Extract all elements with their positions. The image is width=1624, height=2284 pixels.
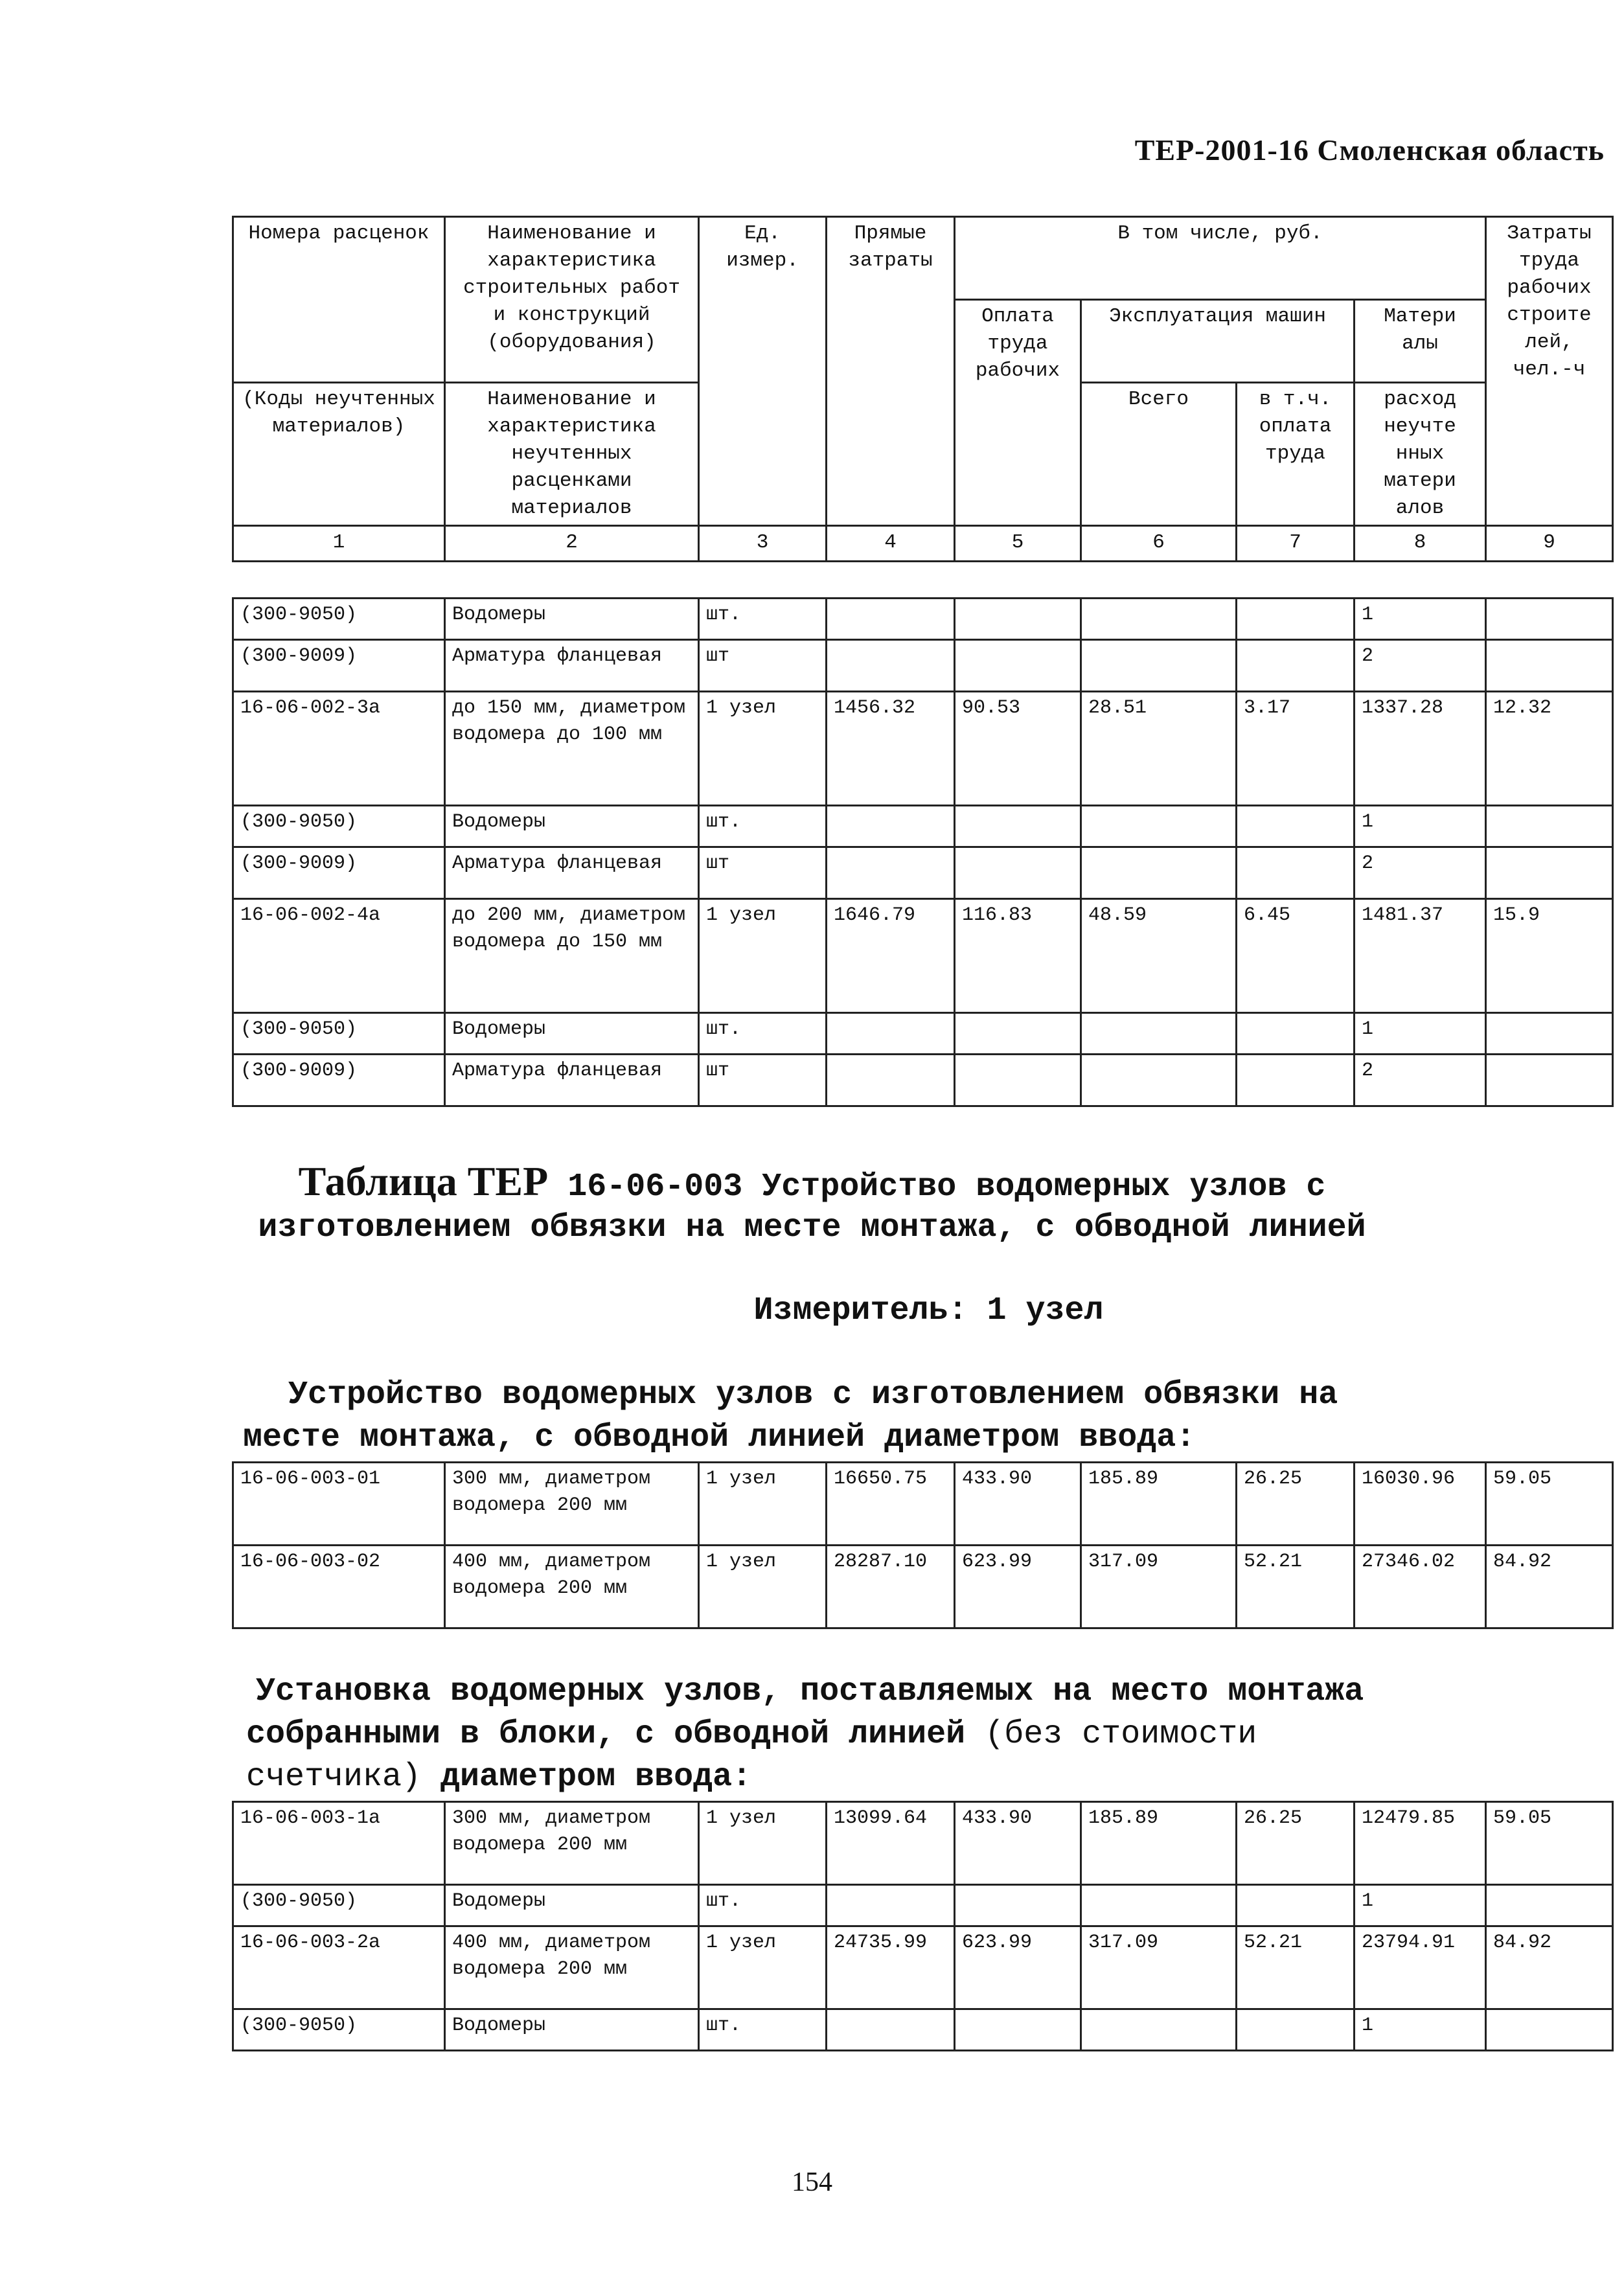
table-cell: 317.09 bbox=[1081, 1546, 1237, 1628]
table-cell: (300-9050) bbox=[233, 599, 445, 640]
table-cell: 6.45 bbox=[1237, 899, 1355, 1013]
table-cell bbox=[1486, 1055, 1613, 1106]
table-code: 16-06-003 bbox=[567, 1169, 743, 1205]
table-cell: 1 bbox=[1355, 1885, 1486, 1926]
table-cell: 1481.37 bbox=[1355, 899, 1486, 1013]
table-cell bbox=[1081, 2009, 1237, 2051]
table-cell: 1 узел bbox=[699, 1546, 827, 1628]
col-codes-spacer bbox=[233, 300, 445, 383]
table-cell: (300-9009) bbox=[233, 1055, 445, 1106]
rates-table-16-06-002 bbox=[232, 597, 1614, 1107]
table-cell: Арматура фланцевая bbox=[445, 847, 699, 899]
table-cell bbox=[955, 599, 1081, 640]
table-cell: 59.05 bbox=[1486, 1463, 1613, 1546]
table-cell bbox=[1486, 847, 1613, 899]
table-cell bbox=[827, 1055, 955, 1106]
table-cell: (300-9009) bbox=[233, 640, 445, 692]
column-number: 9 bbox=[1486, 526, 1613, 562]
table-cell bbox=[955, 847, 1081, 899]
table-cell: 1 узел bbox=[699, 1926, 827, 2009]
table-cell: 300 мм, диаметром водомера 200 мм bbox=[445, 1802, 699, 1885]
rates-table-16-06-003-b bbox=[232, 1801, 1614, 2051]
table-cell bbox=[1237, 1885, 1355, 1926]
table-cell: 90.53 bbox=[955, 692, 1081, 806]
table-cell bbox=[827, 599, 955, 640]
table-cell: 16-06-003-2а bbox=[233, 1926, 445, 2009]
table-cell: шт. bbox=[699, 599, 827, 640]
subhead-assembled-blocks-line2 bbox=[246, 1713, 1613, 1757]
table-cell bbox=[1237, 640, 1355, 692]
table-cell: 28287.10 bbox=[827, 1546, 955, 1628]
table-cell: Арматура фланцевая bbox=[445, 1055, 699, 1106]
rates-table-16-06-003-a bbox=[232, 1461, 1614, 1629]
table-cell: 1 узел bbox=[699, 1802, 827, 1885]
subhead-assembled-blocks-line3 bbox=[246, 1755, 1613, 1799]
table-row bbox=[233, 806, 1613, 847]
column-number: 8 bbox=[1355, 526, 1486, 562]
subhead-line-bold: собранными в блоки, с обводной линией bbox=[246, 1716, 966, 1753]
table-cell: (300-9050) bbox=[233, 1885, 445, 1926]
table-cell: 28.51 bbox=[1081, 692, 1237, 806]
subhead-assembled-blocks bbox=[256, 1670, 1623, 1714]
table-title-line1: Устройство водомерных узлов с bbox=[762, 1169, 1326, 1205]
subhead-line-bold: диаметром ввода: bbox=[421, 1759, 752, 1796]
col-materials-consumption-header: расход неучте нных матери алов bbox=[1355, 383, 1486, 526]
col-labor-hours-header: Затраты труда рабочих строите лей, чел.-ч bbox=[1486, 217, 1613, 526]
table-cell: Водомеры bbox=[445, 1885, 699, 1926]
table-cell: 433.90 bbox=[955, 1463, 1081, 1546]
table-cell: 16-06-002-4а bbox=[233, 899, 445, 1013]
table-cell: Водомеры bbox=[445, 2009, 699, 2051]
column-number: 2 bbox=[445, 526, 699, 562]
col-machines-header: Эксплуатация машин bbox=[1081, 300, 1355, 383]
table-cell: 12479.85 bbox=[1355, 1802, 1486, 1885]
table-cell: (300-9050) bbox=[233, 2009, 445, 2051]
col-material-codes-header: (Коды неучтенных материалов) bbox=[233, 383, 445, 526]
table-cell bbox=[1486, 1885, 1613, 1926]
table-cell bbox=[955, 806, 1081, 847]
table-title bbox=[0, 1159, 1624, 1209]
subhead-line: Устройство водомерных узлов с изготовлением обвязки на bbox=[288, 1376, 1338, 1413]
table-cell bbox=[1237, 847, 1355, 899]
table-cell: 26.25 bbox=[1237, 1463, 1355, 1546]
table-cell: 12.32 bbox=[1486, 692, 1613, 806]
table-row bbox=[233, 847, 1613, 899]
table-cell: 317.09 bbox=[1081, 1926, 1237, 2009]
col-unit-header: Ед. измер. bbox=[699, 217, 827, 526]
table-cell: 16-06-003-01 bbox=[233, 1463, 445, 1546]
table-cell bbox=[1486, 640, 1613, 692]
table-cell: 1 узел bbox=[699, 1463, 827, 1546]
table-cell: 623.99 bbox=[955, 1546, 1081, 1628]
table-cell: 300 мм, диаметром водомера 200 мм bbox=[445, 1463, 699, 1546]
table-cell bbox=[1081, 1055, 1237, 1106]
table-cell bbox=[827, 1885, 955, 1926]
table-cell: 1 bbox=[1355, 1013, 1486, 1055]
table-cell: 1 bbox=[1355, 599, 1486, 640]
table-row bbox=[233, 2009, 1613, 2051]
table-cell: шт bbox=[699, 847, 827, 899]
table-cell: 2 bbox=[1355, 847, 1486, 899]
table-cell: 84.92 bbox=[1486, 1546, 1613, 1628]
col-material-names-header: Наименование и характеристика неучтенных расценками материалов bbox=[445, 383, 699, 526]
table-cell: (300-9050) bbox=[233, 806, 445, 847]
table-cell bbox=[1237, 2009, 1355, 2051]
table-cell: 1 bbox=[1355, 806, 1486, 847]
col-materials-header: Матери алы bbox=[1355, 300, 1486, 383]
table-cell: 400 мм, диаметром водомера 200 мм bbox=[445, 1546, 699, 1628]
table-cell: Арматура фланцевая bbox=[445, 640, 699, 692]
table-cell bbox=[1486, 1013, 1613, 1055]
table-row bbox=[233, 599, 1613, 640]
table-cell bbox=[955, 2009, 1081, 2051]
column-number: 6 bbox=[1081, 526, 1237, 562]
table-cell: 52.21 bbox=[1237, 1546, 1355, 1628]
table-row bbox=[233, 1885, 1613, 1926]
col-machinists-wages-header: в т.ч. оплата труда bbox=[1237, 383, 1355, 526]
table-cell bbox=[1237, 1055, 1355, 1106]
table-cell: 1456.32 bbox=[827, 692, 955, 806]
meter: Измеритель: 1 узел bbox=[753, 1292, 1104, 1329]
table-row bbox=[233, 692, 1613, 806]
table-cell: шт bbox=[699, 1055, 827, 1106]
table-cell bbox=[827, 847, 955, 899]
table-cell: до 150 мм, диаметром водомера до 100 мм bbox=[445, 692, 699, 806]
table-cell bbox=[955, 1885, 1081, 1926]
col-name-header: Наименование и характеристика строительных работ и конструкций (оборудования) bbox=[445, 217, 699, 383]
table-cell: 48.59 bbox=[1081, 899, 1237, 1013]
page-number: 154 bbox=[792, 2167, 832, 2197]
table-cell bbox=[1081, 640, 1237, 692]
table-cell: шт. bbox=[699, 1885, 827, 1926]
table-cell: шт. bbox=[699, 1013, 827, 1055]
table-row bbox=[233, 1013, 1613, 1055]
table-cell bbox=[955, 1013, 1081, 1055]
table-cell: шт bbox=[699, 640, 827, 692]
table-cell bbox=[1486, 2009, 1613, 2051]
subhead-installation-line2 bbox=[243, 1416, 1610, 1460]
table-cell: Водомеры bbox=[445, 1013, 699, 1055]
table-cell: 23794.91 bbox=[1355, 1926, 1486, 2009]
table-cell bbox=[955, 640, 1081, 692]
table-row bbox=[233, 1055, 1613, 1106]
table-cell: шт. bbox=[699, 2009, 827, 2051]
table-cell bbox=[1486, 806, 1613, 847]
table-cell: 1337.28 bbox=[1355, 692, 1486, 806]
table-cell: 185.89 bbox=[1081, 1463, 1237, 1546]
table-cell: 185.89 bbox=[1081, 1802, 1237, 1885]
table-cell bbox=[827, 806, 955, 847]
col-codes-header: Номера расценок bbox=[233, 217, 445, 300]
table-cell: 2 bbox=[1355, 1055, 1486, 1106]
table-cell bbox=[1081, 599, 1237, 640]
column-number: 3 bbox=[699, 526, 827, 562]
col-wages-header: Оплата труда рабочих bbox=[955, 300, 1081, 526]
table-cell bbox=[1237, 806, 1355, 847]
table-cell: 1 bbox=[1355, 2009, 1486, 2051]
subhead-installation bbox=[288, 1373, 1624, 1417]
subhead-line-normal: счетчика) bbox=[246, 1759, 422, 1796]
table-cell bbox=[1081, 1013, 1237, 1055]
table-cell: 24735.99 bbox=[827, 1926, 955, 2009]
table-cell: шт. bbox=[699, 806, 827, 847]
subhead-line: Установка водомерных узлов, поставляемых на место монтажа bbox=[256, 1673, 1364, 1710]
table-cell bbox=[827, 640, 955, 692]
table-cell: 52.21 bbox=[1237, 1926, 1355, 2009]
column-number: 7 bbox=[1237, 526, 1355, 562]
table-cell: 84.92 bbox=[1486, 1926, 1613, 2009]
table-cell: Водомеры bbox=[445, 806, 699, 847]
subhead-line: месте монтажа, с обводной линией диаметром ввода: bbox=[243, 1419, 1196, 1456]
table-row bbox=[233, 1926, 1613, 2009]
table-cell bbox=[955, 1055, 1081, 1106]
table-cell: 59.05 bbox=[1486, 1802, 1613, 1885]
table-cell: до 200 мм, диаметром водомера до 150 мм bbox=[445, 899, 699, 1013]
table-row bbox=[233, 640, 1613, 692]
document-header: ТЕР-2001-16 Смоленская область bbox=[1134, 133, 1605, 166]
table-cell bbox=[1081, 847, 1237, 899]
table-row bbox=[233, 1546, 1613, 1628]
table-cell: 16650.75 bbox=[827, 1463, 955, 1546]
col-direct-costs-header: Прямые затраты bbox=[827, 217, 955, 526]
column-number: 5 bbox=[955, 526, 1081, 562]
table-cell: 1 узел bbox=[699, 692, 827, 806]
table-cell: (300-9050) bbox=[233, 1013, 445, 1055]
table-cell: 2 bbox=[1355, 640, 1486, 692]
table-cell: 3.17 bbox=[1237, 692, 1355, 806]
table-cell: 16-06-003-1а bbox=[233, 1802, 445, 1885]
table-cell bbox=[827, 1013, 955, 1055]
col-machines-total-header: Всего bbox=[1081, 383, 1237, 526]
table-row bbox=[233, 1463, 1613, 1546]
table-cell bbox=[1237, 599, 1355, 640]
table-cell: 16-06-003-02 bbox=[233, 1546, 445, 1628]
table-title-line2: изготовлением обвязки на месте монтажа, с обводной линией bbox=[258, 1209, 1366, 1246]
table-cell: (300-9009) bbox=[233, 847, 445, 899]
table-cell: Водомеры bbox=[445, 599, 699, 640]
table-cell bbox=[1237, 1013, 1355, 1055]
table-cell: 400 мм, диаметром водомера 200 мм bbox=[445, 1926, 699, 2009]
table-cell: 15.9 bbox=[1486, 899, 1613, 1013]
column-numbers-row bbox=[233, 526, 1613, 562]
table-cell: 26.25 bbox=[1237, 1802, 1355, 1885]
column-number: 1 bbox=[233, 526, 445, 562]
table-cell bbox=[827, 2009, 955, 2051]
column-number: 4 bbox=[827, 526, 955, 562]
table-cell bbox=[1081, 1885, 1237, 1926]
table-cell: 16030.96 bbox=[1355, 1463, 1486, 1546]
table-cell: 623.99 bbox=[955, 1926, 1081, 2009]
subhead-line-normal: (без стоимости bbox=[965, 1716, 1257, 1753]
col-group-header: В том числе, руб. bbox=[955, 217, 1486, 300]
column-header-table bbox=[232, 216, 1614, 562]
table-cell: 27346.02 bbox=[1355, 1546, 1486, 1628]
table-cell bbox=[1081, 806, 1237, 847]
table-cell: 1646.79 bbox=[827, 899, 955, 1013]
table-row bbox=[233, 899, 1613, 1013]
table-row bbox=[233, 1802, 1613, 1885]
table-word: Таблица ТЕР bbox=[298, 1158, 549, 1204]
table-cell: 13099.64 bbox=[827, 1802, 955, 1885]
table-cell bbox=[1486, 599, 1613, 640]
table-cell: 16-06-002-3а bbox=[233, 692, 445, 806]
table-cell: 433.90 bbox=[955, 1802, 1081, 1885]
table-cell: 116.83 bbox=[955, 899, 1081, 1013]
table-cell: 1 узел bbox=[699, 899, 827, 1013]
